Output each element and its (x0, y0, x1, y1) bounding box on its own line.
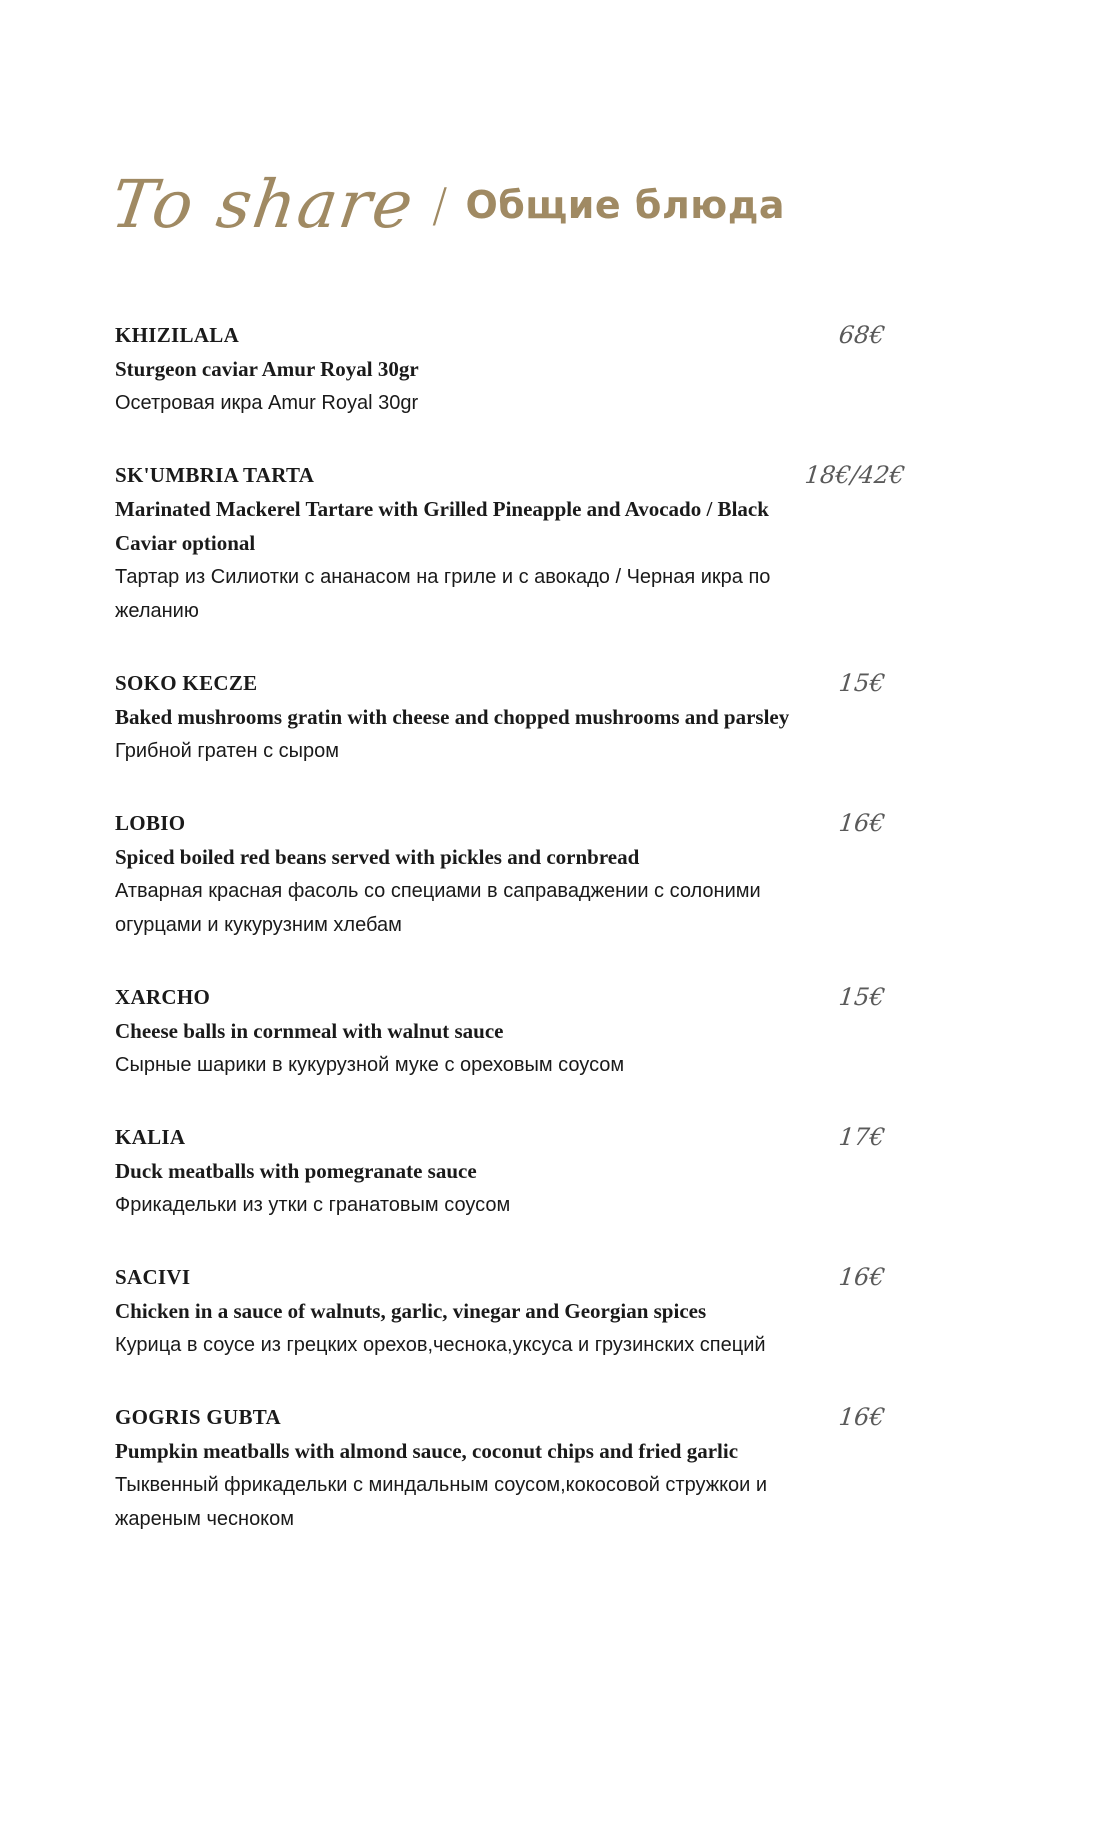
dish-description-english: Chicken in a sauce of walnuts, garlic, vinegar and Georgian spices (115, 1299, 707, 1323)
dish-price: 15€ (837, 669, 887, 697)
dish-price: 16€ (837, 1263, 887, 1291)
dish-name: SACIVI (115, 1265, 191, 1289)
dish-description-english: Cheese balls in cornmeal with walnut sauce (115, 1019, 504, 1043)
dish-price: 15€ (837, 983, 887, 1011)
dish-description-russian: Грибной гратен с сыром (115, 740, 340, 762)
menu-item (115, 666, 1005, 768)
dish-description-russian: Осетровая икра Amur Royal 30gr (115, 392, 419, 414)
section-title-script: To share (106, 166, 420, 243)
menu-item (115, 1120, 1005, 1222)
dish-description-russian: Фрикадельки из утки с гранатовым соусом (115, 1194, 511, 1216)
dish-price: 18€/42€ (803, 461, 907, 489)
dish-description-english: Pumpkin meatballs with almond sauce, coconut chips and fried garlic (115, 1439, 739, 1463)
dish-name: SOKO KECZE (115, 671, 258, 695)
dish-description-russian: Атварная красная фасоль со специами в саправаджении с солоними огурцами и кукурузним хлебам (115, 880, 761, 936)
dish-description-russian: Курица в соусе из грецких орехов,чеснока,уксуса и грузинских специй (115, 1334, 766, 1356)
dish-price: 17€ (837, 1123, 887, 1151)
dish-description-english: Marinated Mackerel Tartare with Grilled Pineapple and Avocado / Black Caviar optional (115, 497, 769, 555)
dish-name: LOBIO (115, 811, 186, 835)
menu-list (115, 318, 1005, 1574)
dish-price: 16€ (837, 1403, 887, 1431)
dish-name: XARCHO (115, 985, 211, 1009)
dish-description-english: Baked mushrooms gratin with cheese and chopped mushrooms and parsley (115, 705, 790, 729)
menu-item (115, 980, 1005, 1082)
dish-name: SK'UMBRIA TARTA (115, 463, 315, 487)
dish-description-english: Sturgeon caviar Amur Royal 30gr (115, 357, 419, 381)
dish-description-english: Duck meatballs with pomegranate sauce (115, 1159, 477, 1183)
dish-description-russian: Тартар из Силиотки с ананасом на гриле и с авокадо / Черная икра по желанию (115, 566, 771, 622)
menu-item (115, 318, 1005, 420)
menu-item (115, 458, 1005, 628)
dish-name: GOGRIS GUBTA (115, 1405, 281, 1429)
dish-name: KALIA (115, 1125, 186, 1149)
title-separator: / (431, 178, 448, 232)
menu-item (115, 1400, 1005, 1536)
menu-item (115, 1260, 1005, 1362)
menu-item (115, 806, 1005, 942)
section-header (106, 150, 786, 260)
dish-description-russian: Сырные шарики в кукурузной муке с ореховым соусом (115, 1054, 625, 1076)
dish-description-russian: Тыквенный фрикадельки с миндальным соусом,кокосовой стружкои и жареным чесноком (115, 1474, 768, 1530)
dish-name: KHIZILALA (115, 323, 240, 347)
section-title-russian: Общие блюда (465, 183, 786, 227)
dish-description-english: Spiced boiled red beans served with pickles and cornbread (115, 845, 640, 869)
dish-price: 68€ (837, 321, 887, 349)
dish-price: 16€ (837, 809, 887, 837)
